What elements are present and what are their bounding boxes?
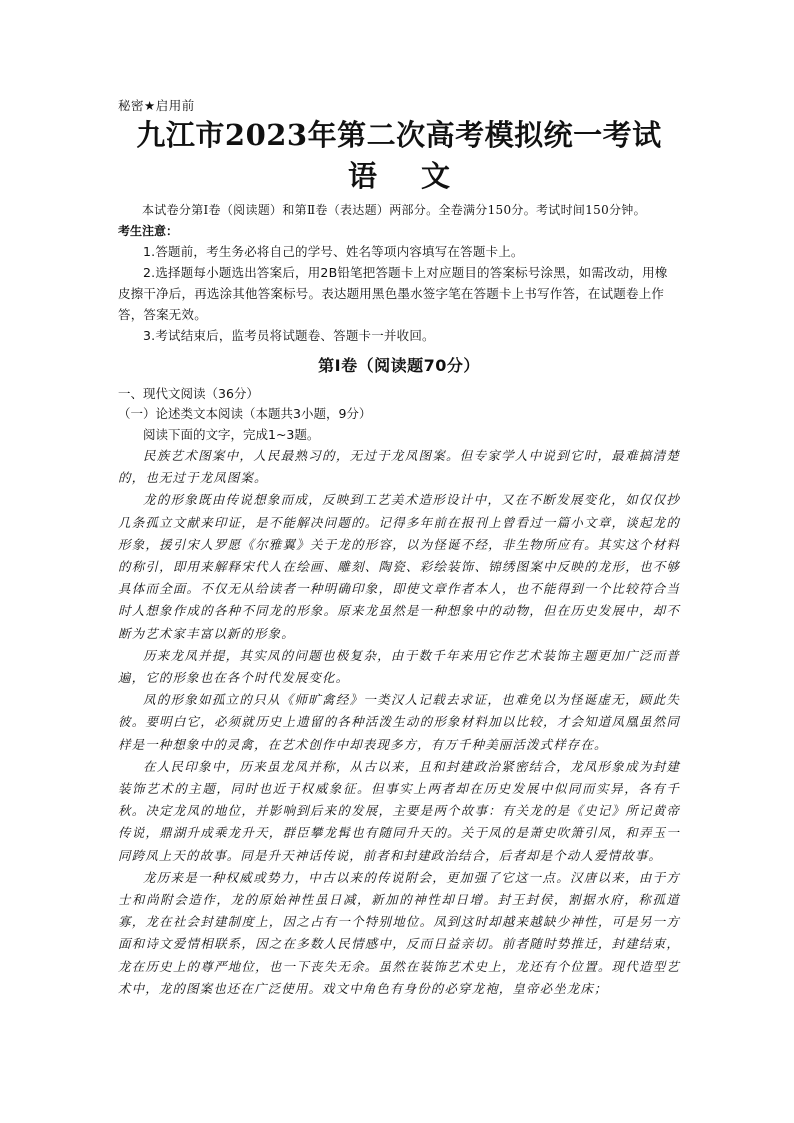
subsection-heading: （一）论述类文本阅读（本题共3小题，9分） [118,406,372,421]
exam-intro: 本试卷分第Ⅰ卷（阅读题）和第Ⅱ卷（表达题）两部分。全卷满分150分。考试时间150分钟。 [142,203,646,217]
subject-char: 文 [421,159,451,193]
confidential-label: 秘密★启用前 [118,98,195,113]
passage-paragraph: 龙的形象既由传说想象而成，反映到工艺美术造形设计中，又在不断发展变化，如仅仅抄几条孤立文献来印证，是不能解决问题的。记得多年前在报刊上曾看过一篇小文章，谈起龙的形象，援引宋人罗愿《尔雅翼》关于龙的形容，以为怪诞不经，非生物所应有。其实这个材料的称引，即用来解释宋代人在绘画、雕刻、陶瓷、彩绘装饰、锦绣图案中反映的龙形，也不够具体而全面。不仅无从给读者一种明确印象，即使文章作者本人，也不能得到一个比较符合当时人想象作成的各种不同龙的形象。原来龙虽然是一种想象中的动物，但在历史发展中，却不断为艺术家丰富以新的形象。 [118,492,680,641]
note-item: 3.考试结束后，监考员将试题卷、答题卡一并收回。 [143,328,435,343]
note-item: 2.选择题每小题选出答案后，用2B铅笔把答题卡上对应题目的答案标号涂黑，如需改动，用橡皮擦干净后，再选涂其他答案标号。表达题用黑色墨水签字笔在答题卡上书写作答，在试题卷上作答，答案无效。 [118,265,668,322]
subject-title [118,156,680,196]
passage-paragraph: 龙历来是一种权威或势力，中古以来的传说附会，更加强了它这一点。汉唐以来，由于方士和尚附会造作，龙的原始神性虽日减，新加的神性却日增。封王封侯，割据水府，称孤道寡，龙在社会封建制度上，因之占有一个特别地位。凤到这时却越来越缺少神性，可是另一方面和诗文爱情相联系，因之在多数人民情感中，反而日益亲切。前者随时势推迁，封建结束，龙在历史上的尊严地位，也一下丧失无余。虽然在装饰艺术史上，龙还有个位置。现代造型艺术中，龙的图案也还在广泛使用。戏文中角色有身份的必穿龙袍，皇帝必坐龙床； [118,869,680,996]
exam-title: 九江市2023年第二次高考模拟统一考试 [136,118,662,152]
passage-paragraph: 历来龙凤并提，其实凤的问题也极复杂，由于数千年来用它作艺术装饰主题更加广泛而普遍，它的形象也在各个时代发展变化。 [118,647,680,686]
section-heading: 一、现代文阅读（36分） [118,386,259,401]
subject-char: 语 [347,159,377,193]
volume-heading: 第Ⅰ卷（阅读题70分） [318,356,480,375]
reading-instruction: 阅读下面的文字，完成1~3题。 [143,427,320,442]
notes-heading: 考生注意： [118,224,179,238]
passage-paragraph: 民族艺术图案中，人民最熟习的，无过于龙凤图案。但专家学人中说到它时，最难搞清楚的，也无过于龙凤图案。 [118,448,680,486]
note-item: 1.答题前，考生务必将自己的学号、姓名等项内容填写在答题卡上。 [143,244,524,259]
exam-page [118,96,680,1000]
passage-paragraph: 在人民印象中，历来虽龙凤并称，从古以来，且和封建政治紧密结合，龙凤形象成为封建装饰艺术的主题，同时也近于权威象征。但事实上两者却在历史发展中似同而实异，各有千秋。决定龙凤的地位，并影响到后来的发展，主要是两个故事：有关龙的是《史记》所记黄帝传说，鼎湖升成乘龙升天，群臣攀龙髯也有随同升天的。关于凤的是萧史吹箫引凤，和弄玉一同跨凤上天的故事。同是升天神话传说，前者和封建政治结合，后者却是个动人爱情故事。 [118,758,680,863]
passage-paragraph: 凤的形象如孤立的只从《师旷禽经》一类汉人记载去求证，也难免以为怪诞虚无，顾此失彼。要明白它，必须就历史上遗留的各种活泼生动的形象材料加以比较，才会知道凤凰虽然同样是一种想象中的灵禽，在艺术创作中却表现多方，有万千种美丽活泼式样存在。 [118,692,680,752]
